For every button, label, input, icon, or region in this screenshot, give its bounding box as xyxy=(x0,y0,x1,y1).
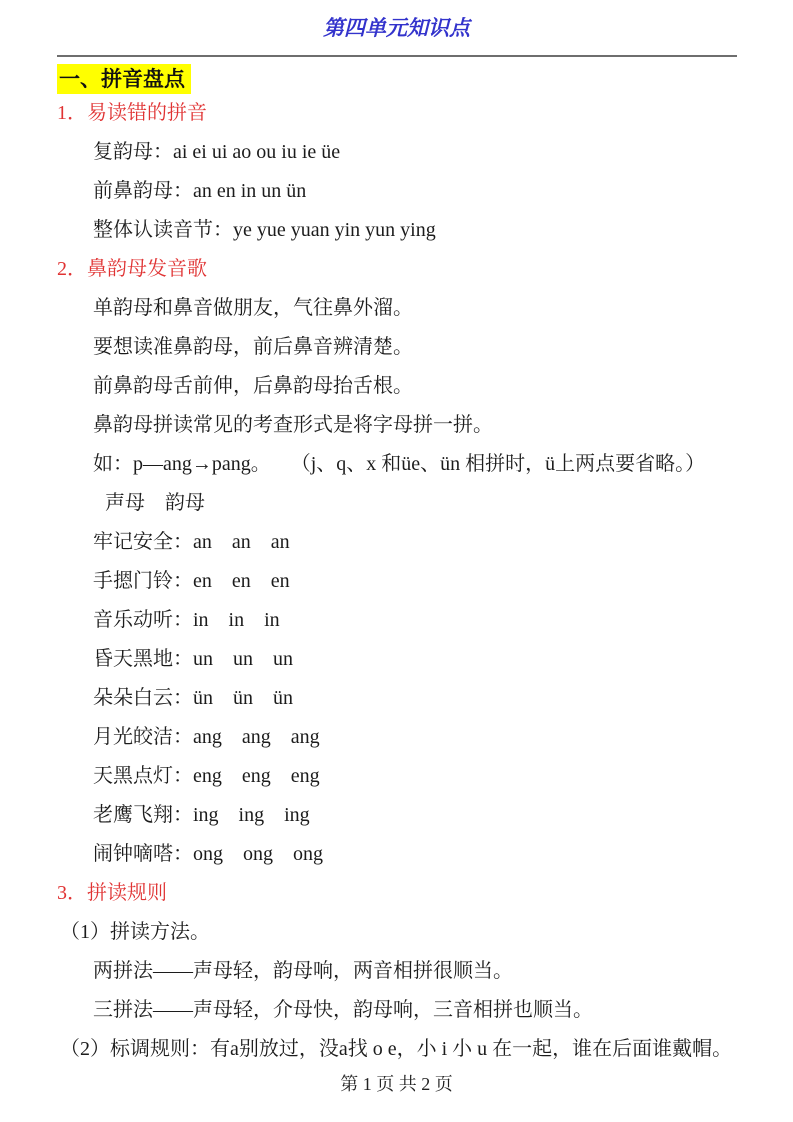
page-title: 第四单元知识点 xyxy=(323,16,470,40)
rule-item-1-heading: （1）拼读方法。 xyxy=(60,921,210,943)
line-front-nasal-finals: 前鼻韵母：an en in un ün xyxy=(93,180,307,202)
subheading-2-nasal-final-song: 2．鼻韵母发音歌 xyxy=(57,258,207,280)
song-line-2: 要想读准鼻韵母，前后鼻音辨清楚。 xyxy=(93,336,413,358)
rhyme-line-an: 牢记安全：an an an xyxy=(93,531,290,553)
rhyme-line-ing: 老鹰飞翔：ing ing ing xyxy=(93,804,310,826)
rhyme-line-eng: 天黑点灯：eng eng eng xyxy=(93,765,320,787)
example-spelling-line: 如：p—ang→pang。 （j、q、x 和üe、ün 相拼时，ü上两点要省略。） xyxy=(93,453,706,475)
rhyme-line-vn: 朵朵白云：ün ün ün xyxy=(93,687,293,709)
page-number-footer: 第 1 页 共 2 页 xyxy=(340,1074,453,1094)
subheading-1-misread-pinyin: 1．易读错的拼音 xyxy=(57,102,207,124)
rhyme-line-un: 昏天黑地：un un un xyxy=(93,648,293,670)
columns-header-shengmu-yunmu: 声母 韵母 xyxy=(105,492,205,514)
section-heading-pinyin-inventory: 一、拼音盘点 xyxy=(57,64,191,94)
line-whole-syllables: 整体认读音节：ye yue yuan yin yun ying xyxy=(93,219,436,241)
line-compound-finals: 复韵母：ai ei ui ao ou iu ie üe xyxy=(93,141,341,163)
document-body xyxy=(0,57,793,1069)
rule-two-spell-line: 两拼法——声母轻，韵母响，两音相拼很顺当。 xyxy=(93,960,513,982)
song-line-1: 单韵母和鼻音做朋友，气往鼻外溜。 xyxy=(93,297,413,319)
subheading-3-spelling-rules: 3．拼读规则 xyxy=(57,882,167,904)
rhyme-line-en: 手摁门铃：en en en xyxy=(93,570,290,592)
rule-three-spell-line: 三拼法——声母轻，介母快，韵母响，三音相拼也顺当。 xyxy=(93,999,593,1021)
rhyme-line-ang: 月光皎洁：ang ang ang xyxy=(93,726,320,748)
song-line-3: 前鼻韵母舌前伸，后鼻韵母抬舌根。 xyxy=(93,375,413,397)
song-line-4: 鼻韵母拼读常见的考查形式是将字母拼一拼。 xyxy=(93,414,493,436)
rhyme-line-ong: 闹钟嘀嗒：ong ong ong xyxy=(93,843,323,865)
rhyme-line-in: 音乐动听：in in in xyxy=(93,609,280,631)
rule-item-2-tone-marking: （2）标调规则：有a别放过，没a找 o e，小 i 小 u 在一起，谁在后面谁戴帽。 xyxy=(60,1038,733,1060)
